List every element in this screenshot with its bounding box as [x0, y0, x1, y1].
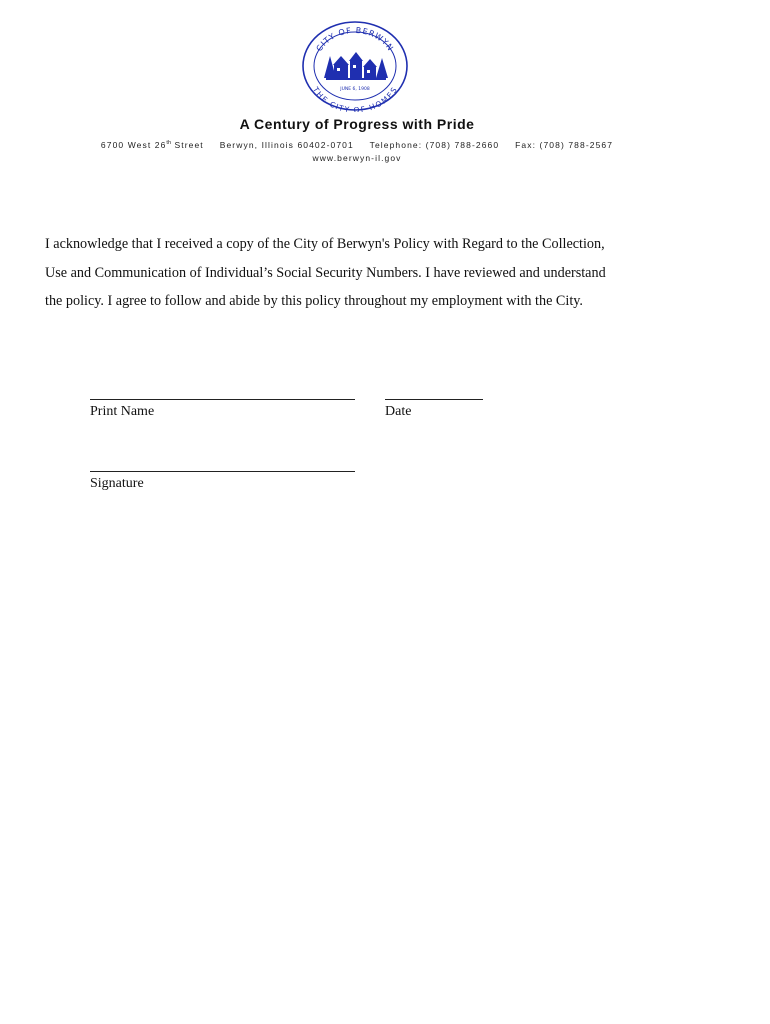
letterhead-contact-line: [0, 140, 714, 150]
address-street-word: Street: [174, 140, 204, 150]
city-seal-logo: [300, 20, 410, 112]
address-street-number: 6700 West 26: [100, 140, 167, 150]
svg-text:CITY OF BERWYN: [315, 26, 396, 53]
signature-line[interactable]: [90, 471, 355, 472]
print-name-label: Print Name: [90, 404, 155, 419]
website: www.berwyn-il.gov: [312, 153, 402, 163]
fax: Fax: (708) 788-2567: [515, 140, 614, 150]
letterhead-tagline: A Century of Progress with Pride: [239, 116, 475, 132]
signature-label: Signature: [90, 476, 144, 491]
telephone: Telephone: (708) 788-2660: [369, 140, 500, 150]
address-city: Berwyn, Illinois 60402-0701: [219, 140, 354, 150]
date-line[interactable]: [385, 399, 483, 400]
date-label: Date: [385, 404, 412, 419]
seal-date: JUNE 6, 1908: [340, 87, 370, 92]
address-street-suffix: th: [166, 140, 172, 147]
paragraph-line: the policy. I agree to follow and abide by this policy throughout my employment with the City.: [45, 293, 583, 309]
acknowledgement-paragraph: [45, 230, 685, 316]
seal-top-text: CITY OF BERWYN: [314, 25, 396, 54]
paragraph-line: I acknowledge that I received a copy of the City of Berwyn's Policy with Regard to the Collection,: [45, 236, 605, 252]
paragraph-line: Use and Communication of Individual’s Social Security Numbers. I have reviewed and understand: [45, 264, 606, 281]
print-name-line[interactable]: [90, 399, 355, 400]
seal-bottom-text: THE CITY OF HOMES: [310, 85, 400, 112]
